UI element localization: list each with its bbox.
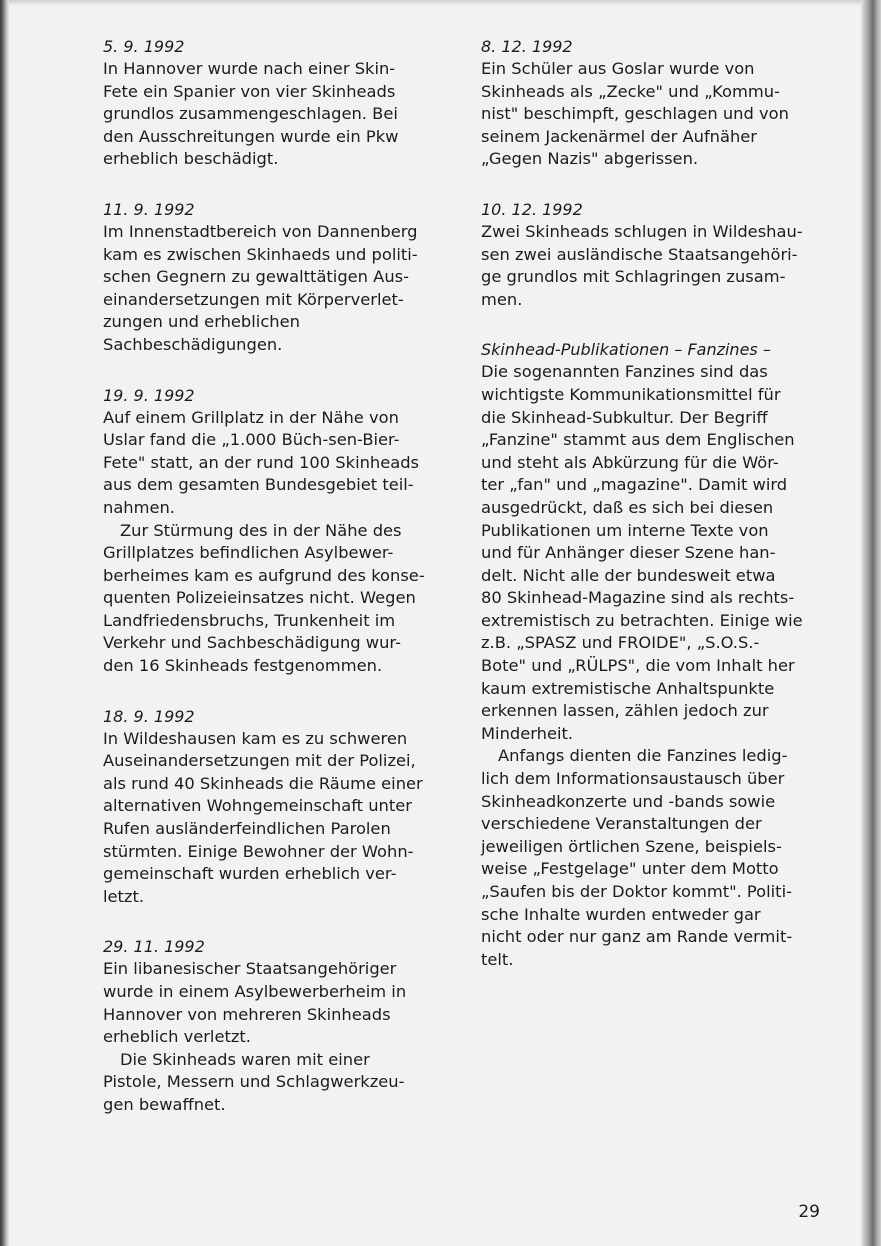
entry-text: Im Innenstadtbereich von Dannenberg kam es zwischen Skinhaeds und politi- schen Gegnern zu gewalttätigen Aus- einandersetzungen mit Körperverlet- zungen und erheblichen Sachbeschädigungen. (103, 221, 418, 354)
entry-text: Zwei Skinheads schlugen in Wildeshau- sen zwei ausländische Staatsangehöri- ge grundlos mit Schlagringen zusam- men. (481, 221, 803, 309)
entry-text: Ein libanesischer Staatsangehöriger wurde in einem Asylbewerberheim in Hannover von mehreren Skinheads erheblich verletzt. (103, 959, 407, 1047)
section-heading: Skinhead-Publikationen – Fanzines – (481, 340, 771, 360)
entry-1992-09-19 (103, 385, 433, 678)
left-column (103, 36, 433, 1117)
right-column (481, 36, 811, 971)
scan-left-edge (0, 0, 9, 1246)
section-text: Die sogenannten Fanzines sind das wichtigste Kommunikationsmittel für die Skinhead-Subkultur. Der Begriff „Fanzine" stammt aus dem Englischen und steht als Abkürzung für die Wör- ter „fan" und „magazine". Damit wird ausgedrückt, daß es sich bei diesen Publikationen um interne Texte von und für Anhänger dieser Szene han- delt. Nicht alle der bundesweit etwa 80 Skinhead-Magazine sind als rechts- extremistisch zu betrachten. Einige wie z.B. „SPASZ und FROIDE", „S.O.S.- Bote" und „RÜLPS", die vom Inhalt her kaum extremistische Anhaltspunkte erkennen lassen, zählen jedoch zur Minderheit. (481, 362, 803, 743)
page-number: 29 (798, 1202, 820, 1222)
entry-date: 19. 9. 1992 (103, 385, 195, 405)
entry-date: 8. 12. 1992 (481, 37, 573, 56)
entry-1992-12-08 (481, 36, 811, 171)
entry-1992-11-29 (103, 936, 433, 1116)
section-text: Anfangs dienten die Fanzines ledig- lich dem Informationsaustausch über Skinheadkonzerte und -bands sowie verschiedene Veranstaltungen der jeweiligen örtlichen Szene, beispiels- weise „Festgelage" unter dem Motto „Saufen bis der Doktor kommt". Politi- sche Inhalte wurden entweder gar nicht oder nur ganz am Rande vermit- telt. (481, 746, 793, 969)
entry-date: 10. 12. 1992 (481, 199, 583, 219)
entry-1992-12-10 (481, 199, 811, 311)
entry-date: 29. 11. 1992 (103, 937, 205, 957)
entry-date: 11. 9. 1992 (103, 199, 195, 219)
entry-text: Die Skinheads waren mit einer Pistole, Messern und Schlagwerkzeu- gen bewaffnet. (103, 1049, 405, 1114)
entry-text: In Hannover wurde nach einer Skin- Fete ein Spanier von vier Skinheads grundlos zusammengeschlagen. Bei den Ausschreitungen wurde ein Pkw erheblich beschädigt. (103, 59, 399, 169)
entry-text: Auf einem Grillplatz in der Nähe von Uslar fand die „1.000 Büch-sen-Bier- Fete" statt, an der rund 100 Skinheads aus dem gesamten Bundesgebiet teil- nahmen. (103, 407, 420, 517)
entry-1992-09-11 (103, 199, 433, 357)
entry-1992-09-18 (103, 706, 433, 909)
entry-date: 5. 9. 1992 (103, 37, 185, 56)
entry-date: 18. 9. 1992 (103, 706, 195, 726)
entry-text: Ein Schüler aus Goslar wurde von Skinheads als „Zecke" und „Kommu- nist" beschimpft, geschlagen und von seinem Jackenärmel der Aufnäher „Gegen Nazis" abgerissen. (481, 59, 789, 169)
entry-text: Zur Stürmung des in der Nähe des Grillplatzes befindlichen Asylbewer- berheimes kam es aufgrund des konse- quenten Polizeieinsatzes nicht. Wegen Landfriedensbruchs, Trunkenheit im Verkehr und Sachbeschädigung wur- den 16 Skinheads festgenommen. (103, 520, 425, 676)
scan-top-edge (0, 0, 881, 6)
section-fanzines (481, 339, 811, 971)
scan-right-edge (861, 0, 881, 1246)
entry-1992-09-05 (103, 36, 433, 171)
entry-text: In Wildeshausen kam es zu schweren Auseinandersetzungen mit der Polizei, als rund 40 Skinheads die Räume einer alternativen Wohngemeinschaft unter Rufen ausländerfeindlichen Parolen stürmten. Einige Bewohner der Wohn- gemeinschaft wurden erheblich ver- letzt. (103, 728, 423, 906)
